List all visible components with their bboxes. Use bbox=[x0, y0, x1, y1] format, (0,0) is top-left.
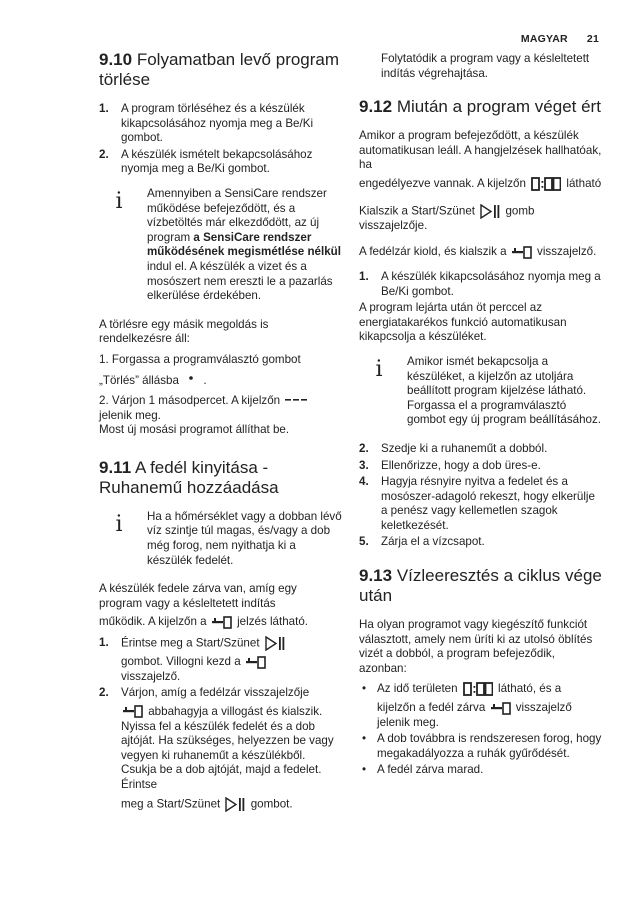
svg-text:i: i bbox=[115, 188, 123, 213]
start-pause-icon bbox=[480, 204, 500, 219]
info-icon bbox=[367, 355, 391, 381]
alt-step-3: Most új mosási programot állíthat be. bbox=[99, 423, 290, 437]
heading-9-13: 9.13 Vízleeresztés a ciklus vége után bbox=[359, 566, 602, 606]
cancel-position-dot-icon bbox=[184, 374, 198, 386]
drain-intro: Ha olyan programot vagy kiegészítő funkciót választott, amely nem üríti ki az utolsó öblítés vizét a dobból, a program befejeződik, azonban: bbox=[359, 618, 593, 675]
info-icon bbox=[107, 187, 131, 213]
bullet-item: • Az idő területen látható, és a kijelzőn a fedél zárva visszajelző jelenik meg. bbox=[359, 682, 602, 730]
step-item: 5. Zárja el a vízcsapot. bbox=[359, 535, 485, 549]
lid-unlock-paragraph: A fedélzár kiold, és kialszik a visszajelző. bbox=[359, 245, 597, 259]
start-pause-icon bbox=[265, 636, 285, 651]
heading-9-10: 9.10 Folyamatban levő program törlése bbox=[99, 50, 340, 89]
info-note-last-program: i Amikor ismét bekapcsolja a készüléket, a kijelzőn az utoljára beállított program kijelzése látható. Forgassa el a programválasztó gombot egy új program beállításához. bbox=[359, 355, 602, 428]
step-item: 2. A készülék ismételt bekapcsolásához nyomja meg a Be/Ki gombot. bbox=[99, 147, 313, 176]
display-0-00-icon bbox=[531, 177, 561, 191]
language-label: MAGYAR bbox=[520, 33, 568, 45]
heading-9-12: 9.12 Miután a program véget ért bbox=[359, 97, 601, 117]
svg-text:i: i bbox=[115, 511, 123, 536]
left-column bbox=[99, 50, 342, 818]
steps-9-11 bbox=[99, 636, 342, 812]
info-icon bbox=[107, 510, 131, 536]
start-pause-off-paragraph: Kialszik a Start/Szünet gomb visszajelzője. bbox=[359, 204, 535, 232]
lid-lock-icon bbox=[212, 616, 232, 629]
alt-step-1: 1. Forgassa a programválasztó gombot bbox=[99, 352, 301, 366]
heading-9-11: 9.11 A fedél kinyitása - Ruhanemű hozzáadása bbox=[99, 457, 279, 497]
continued-step-text: Folytatódik a program vagy a késleltetett indítás végrehajtása. bbox=[381, 52, 590, 80]
step-item: 2. Szedje ki a ruhaneműt a dobból. bbox=[359, 441, 548, 455]
step-item: 1. A készülék kikapcsolásához nyomja meg a Be/Ki gombot. bbox=[359, 269, 601, 298]
step-item: 3. Ellenőrizze, hogy a dob üres-e. bbox=[359, 458, 541, 472]
lid-locked-paragraph: A készülék fedele zárva van, amíg egy program vagy a késleltetett indítás működik. A kijelzőn a jelzés látható. bbox=[99, 582, 308, 629]
lid-lock-icon bbox=[246, 656, 266, 669]
step-item: 1. Érintse meg a Start/Szünet gombot. Villogni kezd a visszajelző. bbox=[99, 636, 342, 684]
info-note-sensicare: i Amennyiben a SensiCare rendszer működése befejeződött, és a vízbetöltés már elkezdődött, az új program a SensiCare rendszer működésének megismétlése nélkül indul el. A készülék a vizet és a mosószert nem ereszti le a pazarlás elkerülése érdekében. bbox=[99, 187, 342, 304]
info-note-lid: i Ha a hőmérséklet vagy a dobban lévő víz szintje túl magas, és/vagy a dob még forog, nem nyithatja ki a készülék fedelét. bbox=[99, 510, 342, 568]
lid-lock-icon bbox=[512, 246, 532, 259]
start-pause-icon bbox=[225, 797, 245, 812]
right-column bbox=[359, 52, 602, 780]
energy-saving-paragraph: A program lejárta után öt perccel az energiatakarékos funkció automatikusan kikapcsolja a készüléket. bbox=[359, 301, 567, 344]
steps-9-10 bbox=[99, 102, 342, 177]
program-end-paragraph: Amikor a program befejeződött, a készülék automatikusan leáll. A hangjelzések hallhatóak, ha engedélyezve vannak. A kijelzőn látható bbox=[359, 129, 602, 191]
steps-9-12a bbox=[359, 270, 602, 299]
lid-lock-icon bbox=[123, 705, 143, 718]
lid-lock-icon bbox=[491, 702, 511, 715]
step-item: 4. Hagyja résnyire nyitva a fedelet és a mosószer-adagoló rekeszt, hogy elkerülje a penész vagy kellemetlen szagok keletkezését. bbox=[359, 475, 595, 532]
step-item: 2. Várjon, amíg a fedélzár visszajelzője abbahagyja a villogást és kialszik. Nyissa fel a készülék fedelét és a dob ajtóját. Ha szükséges, helyezzen be vagy vegyen ki ruhaneműt a készülékből. Csukja be a dob ajtóját, majd a fedelet. Érintse meg a Start/Szünet gombot. bbox=[99, 686, 334, 811]
bullet-item: • A dob továbbra is rendszeresen forog, hogy megakadályozza a ruhák gyűrődését. bbox=[359, 732, 602, 761]
alt-step-1b: „Törlés” állásba . bbox=[99, 373, 207, 387]
svg-text:i: i bbox=[375, 356, 383, 381]
steps-9-12b bbox=[359, 442, 602, 550]
step-item: 1. A program törléséhez és a készülék kikapcsolásához nyomja meg a Be/Ki gombot. bbox=[99, 102, 314, 145]
page-header bbox=[521, 33, 599, 45]
display-0-00-icon bbox=[463, 682, 493, 696]
page-number: 21 bbox=[586, 33, 599, 45]
alt-step-2: 2. Várjon 1 másodpercet. A kijelzőn jelenik meg. bbox=[99, 394, 342, 423]
drain-bullets bbox=[359, 682, 602, 778]
alt-intro: A törlésre egy másik megoldás is rendelkezésre áll: bbox=[99, 317, 269, 346]
display-dashes-icon bbox=[285, 397, 307, 405]
bullet-item: • A fedél zárva marad. bbox=[359, 763, 602, 778]
